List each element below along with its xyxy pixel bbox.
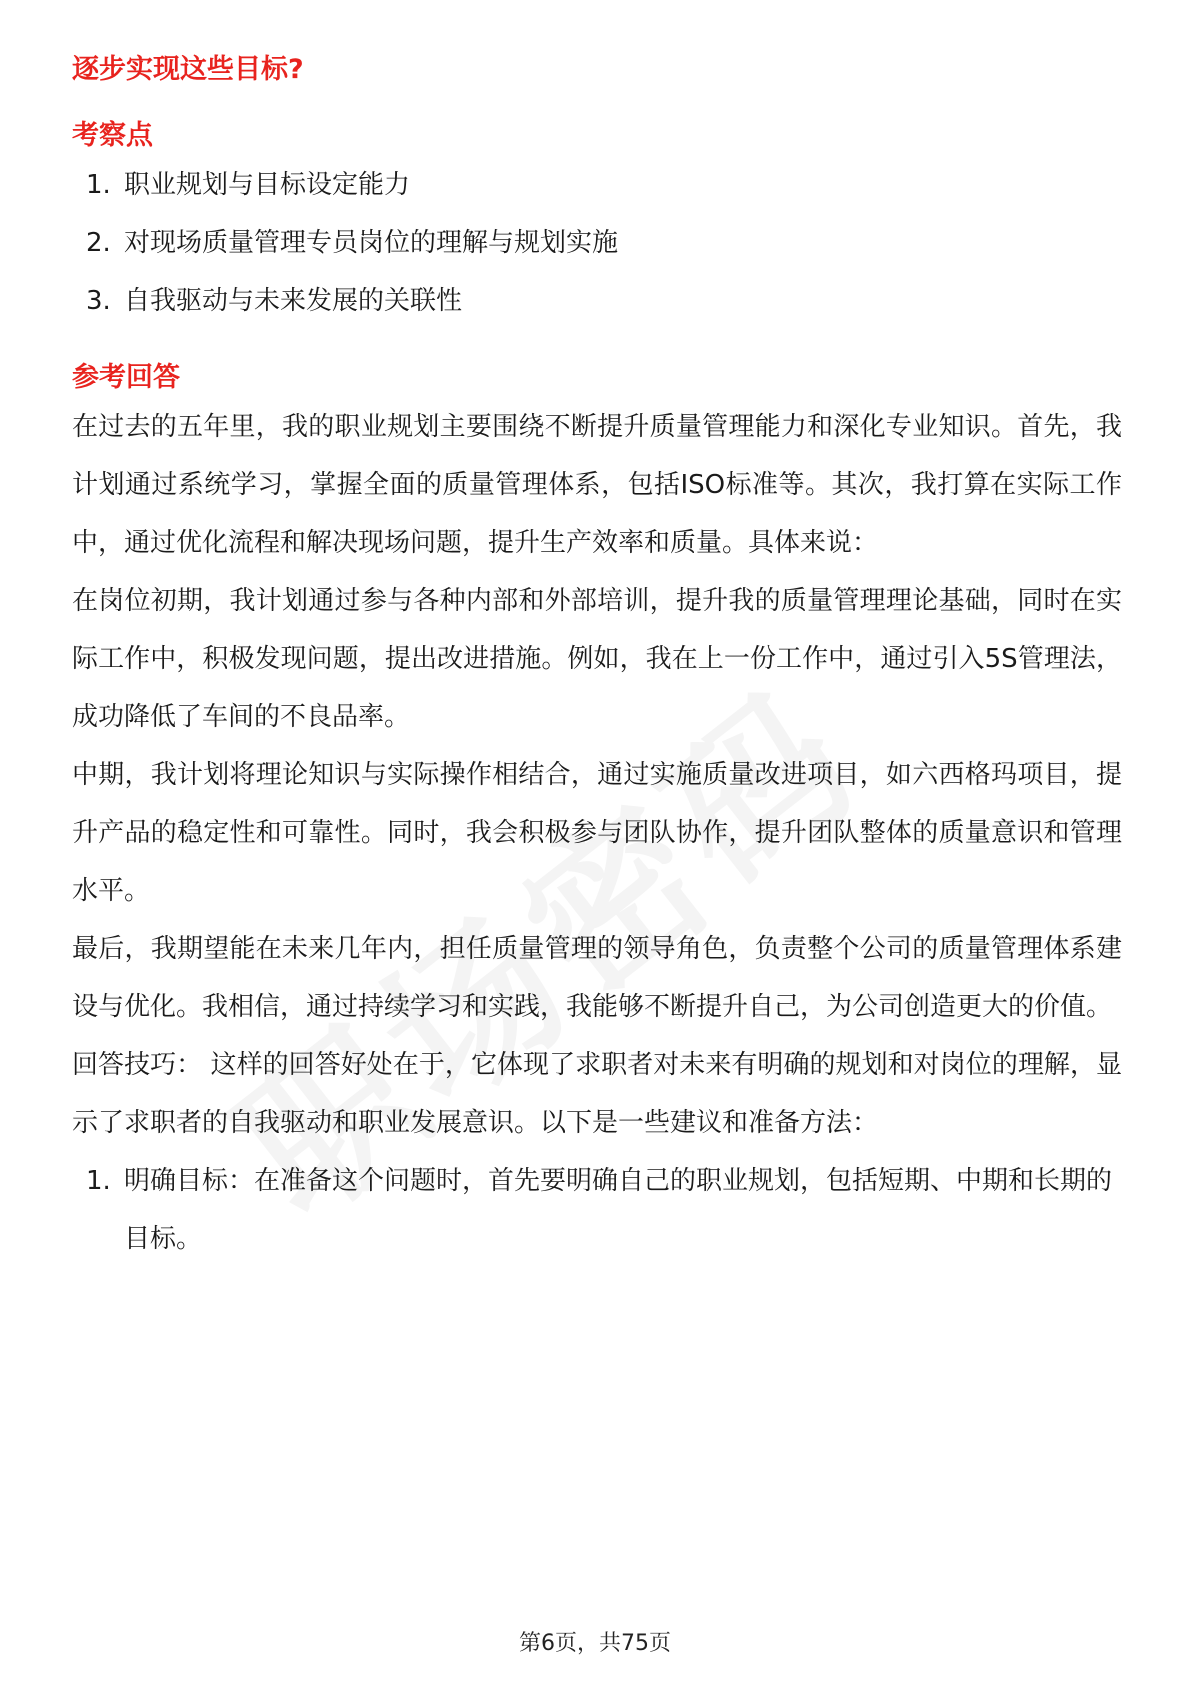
tips-list	[72, 1152, 1122, 1268]
answer-paragraph-intro: 在过去的五年里，我的职业规划主要围绕不断提升质量管理能力和深化专业知识。首先，我计划通过系统学习，掌握全面的质量管理体系，包括ISO标准等。其次，我打算在实际工作中，通过优化流程和解决现场问题，提升生产效率和质量。具体来说：	[72, 412, 1122, 558]
answer-paragraph-final: 最后，我期望能在未来几年内，担任质量管理的领导角色，负责整个公司的质量管理体系建设与优化。我相信，通过持续学习和实践，我能够不断提升自己，为公司创造更大的价值。	[72, 934, 1122, 1022]
points-heading: 考察点	[72, 120, 153, 151]
list-number: 2.	[86, 228, 111, 258]
page-content	[72, 44, 1122, 1268]
answer-paragraph-mid: 中期，我计划将理论知识与实际操作相结合，通过实施质量改进项目，如六西格玛项目，提升产品的稳定性和可靠性。同时，我会积极参与团队协作，提升团队整体的质量意识和管理水平。	[72, 760, 1122, 906]
question-heading: 逐步实现这些目标?	[72, 54, 304, 85]
answer-heading: 参考回答	[72, 362, 180, 393]
list-number: 1.	[86, 170, 111, 200]
points-list	[72, 156, 1122, 330]
list-number: 3.	[86, 286, 111, 316]
answer-tips-paragraph: 回答技巧： 这样的回答好处在于，它体现了求职者对未来有明确的规划和对岗位的理解，显示了求职者的自我驱动和职业发展意识。以下是一些建议和准备方法：	[72, 1050, 1122, 1138]
list-item	[72, 272, 1122, 330]
list-item	[72, 214, 1122, 272]
list-number: 1.	[86, 1166, 111, 1196]
page-footer: 第6页，共75页	[519, 1631, 671, 1656]
list-item-text: 对现场质量管理专员岗位的理解与规划实施	[124, 228, 619, 258]
list-item-text: 职业规划与目标设定能力	[124, 170, 411, 200]
list-item	[72, 156, 1122, 214]
answer-paragraph-early: 在岗位初期，我计划通过参与各种内部和外部培训，提升我的质量管理理论基础，同时在实际工作中，积极发现问题，提出改进措施。例如，我在上一份工作中，通过引入5S管理法，成功降低了车间的不良品率。	[72, 586, 1122, 732]
list-item-text: 自我驱动与未来发展的关联性	[124, 286, 463, 316]
list-item	[72, 1152, 1122, 1268]
list-item-text: 明确目标：在准备这个问题时，首先要明确自己的职业规划，包括短期、中期和长期的目标。	[124, 1166, 1113, 1254]
